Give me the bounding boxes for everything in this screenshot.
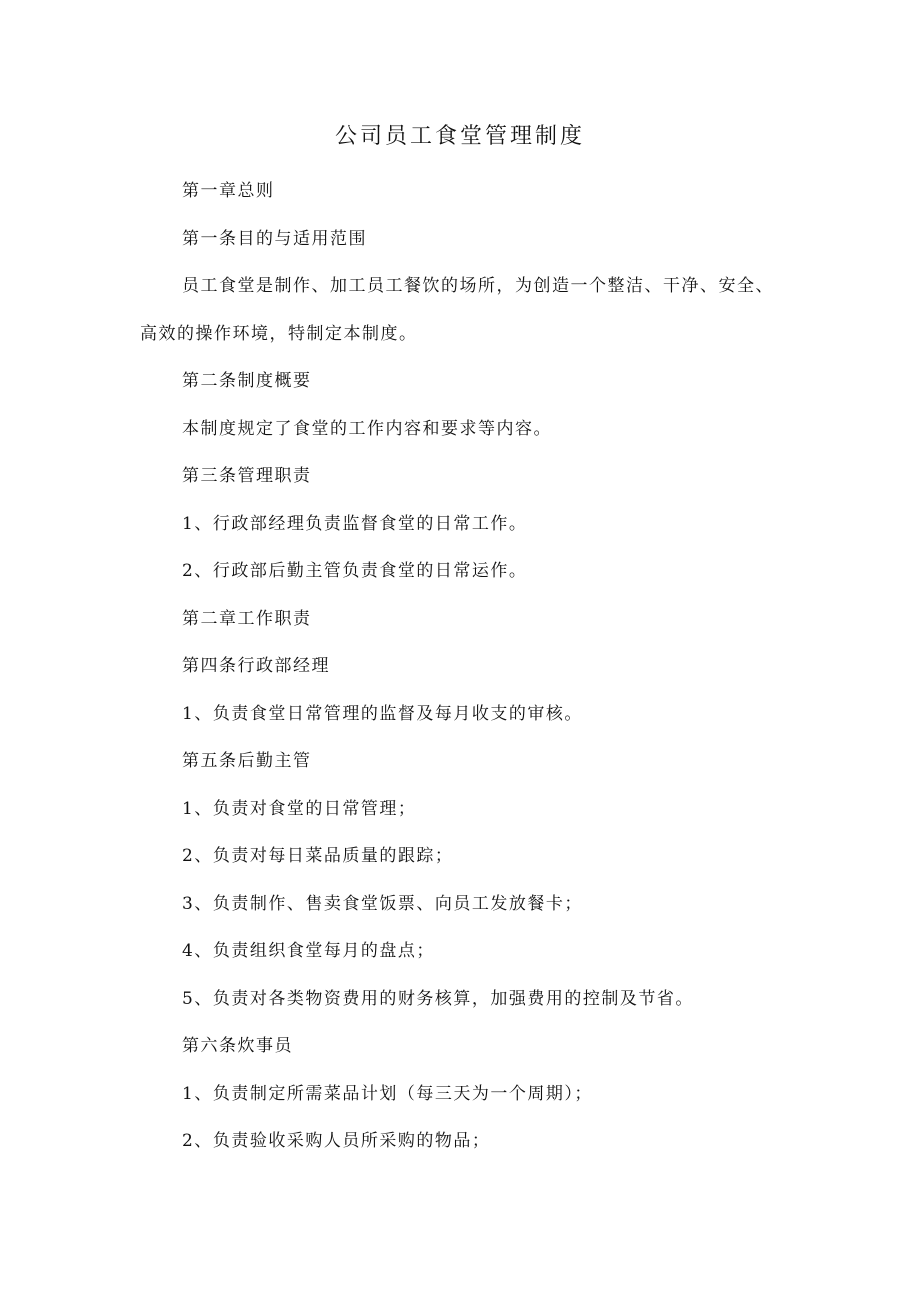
- document-title: 公司员工食堂管理制度: [334, 124, 585, 149]
- list-item: 5、负责对各类物资费用的财务核算，加强费用的控制及节省。: [182, 988, 694, 1009]
- list-item: 3、负责制作、售卖食堂饭票、向员工发放餐卡；: [182, 893, 583, 914]
- chapter-heading: 第一章总则: [182, 181, 275, 201]
- article-heading: 第二条制度概要: [182, 371, 312, 391]
- list-item: 1、行政部经理负责监督食堂的日常工作。: [182, 513, 528, 534]
- article-heading: 第六条炊事员: [182, 1036, 293, 1056]
- chapter-heading: 第二章工作职责: [182, 608, 312, 629]
- list-item: 2、负责对每日菜品质量的跟踪；: [182, 846, 454, 866]
- list-item: 2、负责验收采购人员所采购的物品；: [182, 1131, 491, 1151]
- article-heading: 第四条行政部经理: [182, 656, 330, 676]
- list-item: 2、行政部后勤主管负责食堂的日常运作。: [182, 561, 528, 581]
- body-paragraph: 员工食堂是制作、加工员工餐饮的场所，为创造一个整洁、干净、安全、高效的操作环境，特制定本制度。: [140, 276, 774, 344]
- list-item: 1、负责对食堂的日常管理；: [182, 798, 417, 819]
- body-paragraph: 本制度规定了食堂的工作内容和要求等内容。: [182, 418, 552, 439]
- document-body: [140, 168, 790, 1166]
- list-item: 4、负责组织食堂每月的盘点；: [182, 941, 435, 961]
- list-item: 1、负责食堂日常管理的监督及每月收支的审核。: [182, 703, 583, 724]
- article-heading: 第三条管理职责: [182, 466, 312, 486]
- article-heading: 第五条后勤主管: [182, 751, 312, 771]
- article-heading: 第一条目的与适用范围: [182, 228, 367, 249]
- list-item: 1、负责制定所需菜品计划（每三天为一个周期）；: [182, 1083, 593, 1104]
